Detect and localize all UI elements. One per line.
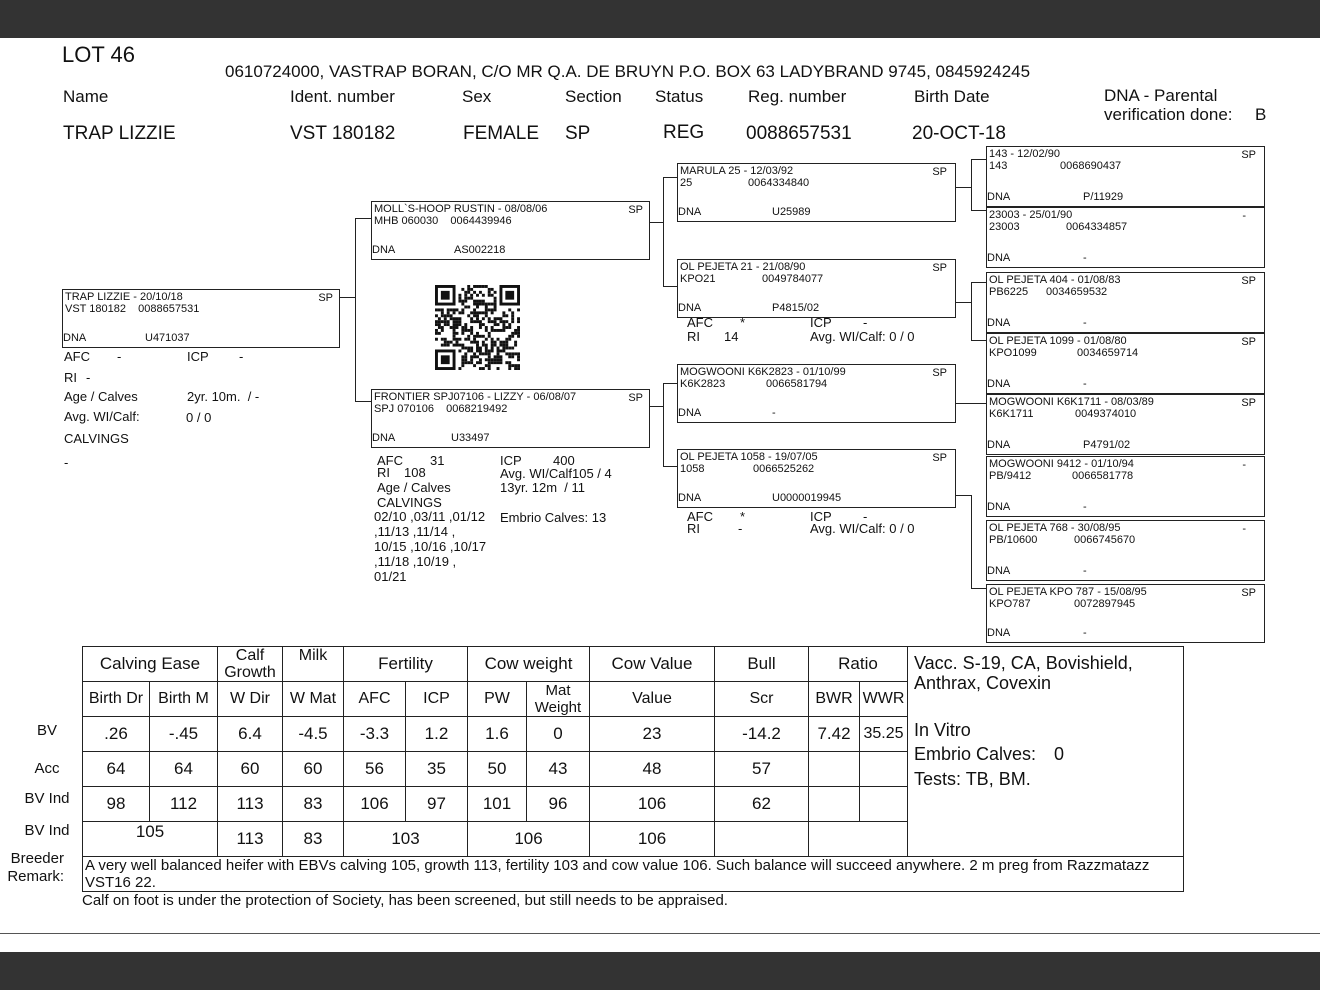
ggp-section: SP — [1241, 587, 1256, 599]
gp-icp-value: - — [863, 509, 868, 524]
dam-dna-value: U33497 — [451, 432, 490, 444]
bv-ind-cell: 98 — [83, 787, 150, 822]
header-status: Status — [655, 87, 704, 106]
header-birth: Birth Date — [914, 87, 990, 106]
bv-ind-group-cell: 106 — [468, 822, 590, 857]
row-label-bv-ind-group: BV Ind — [24, 822, 70, 839]
bv-ind-group-cell: 103 — [344, 822, 468, 857]
dam-ri-value: 108 — [404, 465, 426, 480]
great-grandparent-box — [986, 333, 1265, 394]
gp-ri-value: 14 — [724, 329, 739, 344]
sire-id: MHB 060030 0064439946 — [374, 215, 512, 227]
pedigree-line — [971, 159, 972, 210]
ggp-id: KPO787 — [989, 598, 1031, 610]
ggp-dna-value: - — [1083, 501, 1087, 513]
group-milk: Milk — [283, 647, 344, 682]
pedigree-line — [663, 466, 677, 467]
calving-line: 01/21 — [374, 569, 407, 584]
tests: Tests: TB, BM. — [914, 769, 1031, 789]
pedigree-line — [355, 218, 371, 219]
great-grandparent-box — [986, 207, 1265, 268]
lot-number: LOT 46 — [62, 42, 135, 67]
ggp-id: PB/9412 — [989, 470, 1032, 482]
dam-section: SP — [628, 392, 643, 404]
animal-ident: VST 180182 — [290, 123, 396, 144]
header-ident: Ident. number — [290, 87, 395, 106]
great-grandparent-box — [986, 456, 1265, 517]
acc-cell: 64 — [83, 752, 150, 787]
calving-line: 02/10 ,03/11 ,01/12 — [374, 509, 486, 524]
subject-dna-label: DNA — [63, 332, 87, 344]
gp-section: SP — [932, 262, 947, 274]
gp-wi: Avg. WI/Calf: 0 / 0 — [810, 521, 915, 536]
header-dna-2: verification done: — [1104, 105, 1233, 124]
subject-icp-value: - — [239, 349, 244, 364]
dam-embrio: Embrio Calves: 13 — [500, 510, 607, 525]
side-notes — [908, 647, 1184, 857]
bv-ind-cell: 83 — [283, 787, 344, 822]
pedigree-line — [955, 403, 986, 404]
great-grandparent-box — [986, 272, 1265, 333]
dam-calvings-label: CALVINGS — [377, 495, 442, 510]
ggp-reg: 0034659532 — [1046, 286, 1108, 298]
grandparent-box — [677, 259, 956, 318]
grandparent-box — [677, 449, 956, 508]
remark-label: Breeder Remark: — [7, 850, 64, 885]
subhead-scr: Scr — [715, 682, 809, 717]
subhead-icp: ICP — [406, 682, 468, 717]
bottom-rule — [0, 933, 1320, 934]
gp-section: SP — [932, 166, 947, 178]
bv-ind-group-cell — [809, 822, 908, 857]
bv-ind-cell: 97 — [406, 787, 468, 822]
ggp-title: OL PEJETA KPO 787 - 15/08/95 — [989, 586, 1147, 598]
acc-cell: 50 — [468, 752, 527, 787]
vacc-line: Vacc. S-19, CA, Bovishield, — [914, 653, 1133, 673]
bv-ind-group-cell: 106 — [590, 822, 715, 857]
bv-ind-cell: 106 — [344, 787, 406, 822]
subhead-w-mat: W Mat — [283, 682, 344, 717]
ggp-reg: 0034659714 — [1077, 347, 1139, 359]
ggp-dna-label: DNA — [987, 627, 1011, 639]
header-section: Section — [565, 87, 622, 106]
gp-title: OL PEJETA 21 - 21/08/90 — [680, 261, 806, 273]
pedigree-line — [955, 187, 971, 188]
top-bar — [0, 0, 1320, 38]
ggp-title: MOGWOONI 9412 - 01/10/94 — [989, 458, 1134, 470]
gp-dna-value: U0000019945 — [772, 492, 842, 504]
subhead-afc: AFC — [344, 682, 406, 717]
in-vitro: In Vitro — [914, 720, 971, 740]
ggp-reg: 0068690437 — [1060, 160, 1122, 172]
pedigree-line — [649, 406, 663, 407]
subhead-value: Value — [590, 682, 715, 717]
bv-cell: -3.3 — [344, 717, 406, 752]
subhead-wwr: WWR — [860, 682, 908, 717]
ggp-dna-label: DNA — [987, 252, 1011, 264]
ggp-title: OL PEJETA 1099 - 01/08/80 — [989, 335, 1127, 347]
sire-dna-label: DNA — [372, 244, 396, 256]
ggp-dna-value: - — [1083, 565, 1087, 577]
bv-cell: 35.25 — [860, 717, 908, 752]
calving-line: 10/15 ,10/16 ,10/17 — [374, 539, 487, 554]
ggp-dna-label: DNA — [987, 191, 1011, 203]
dam-wi: Avg. WI/Calf105 / 4 — [500, 466, 612, 481]
gp-afc-label: AFC — [687, 509, 713, 524]
pedigree-line — [971, 495, 972, 588]
ggp-dna-label: DNA — [987, 378, 1011, 390]
pedigree-line — [955, 495, 971, 496]
pedigree-line — [663, 177, 664, 286]
gp-dna-label: DNA — [678, 492, 702, 504]
gp-wi: Avg. WI/Calf: 0 / 0 — [810, 329, 915, 344]
bv-cell: 7.42 — [809, 717, 860, 752]
pedigree-line — [355, 401, 371, 402]
gp-title: MOGWOONI K6K2823 - 01/10/99 — [680, 366, 846, 378]
group-cow-value: Cow Value — [590, 647, 715, 682]
grandparent-box — [677, 163, 956, 222]
subject-wi-label: Avg. WI/Calf: — [64, 409, 140, 424]
sire-section: SP — [628, 204, 643, 216]
gp-section: SP — [932, 452, 947, 464]
ggp-reg: 0072897945 — [1074, 598, 1136, 610]
ggp-dna-value: P/11929 — [1083, 191, 1124, 203]
bv-cell: .26 — [83, 717, 150, 752]
row-label-acc: Acc — [34, 760, 60, 777]
ggp-title: OL PEJETA 404 - 01/08/83 — [989, 274, 1121, 286]
subject-title: TRAP LIZZIE - 20/10/18 — [65, 291, 183, 303]
subject-age-label: Age / Calves — [64, 389, 138, 404]
acc-cell — [809, 752, 860, 787]
sire-dna-value: AS002218 — [454, 244, 506, 256]
subject-age-value: 2yr. 10m. / - — [187, 389, 260, 404]
group-cow-weight: Cow weight — [468, 647, 590, 682]
ggp-dna-value: - — [1083, 378, 1087, 390]
ggp-reg: 0064334857 — [1066, 221, 1128, 233]
gp-icp-label: ICP — [810, 315, 832, 330]
acc-cell: 43 — [527, 752, 590, 787]
dam-age-value: 13yr. 12m / 11 — [500, 480, 586, 495]
gp-id: 25 — [680, 177, 693, 189]
subhead-birth-dr: Birth Dr — [83, 682, 150, 717]
pedigree-line — [971, 282, 972, 340]
gp-section: SP — [932, 367, 947, 379]
ggp-reg: 0049374010 — [1075, 408, 1137, 420]
ggp-dna-label: DNA — [987, 317, 1011, 329]
bv-cell: 0 — [527, 717, 590, 752]
group-fertility: Fertility — [344, 647, 468, 682]
ggp-dna-value: - — [1083, 317, 1087, 329]
pedigree-line — [971, 210, 986, 211]
sire-box — [371, 201, 650, 260]
acc-cell: 48 — [590, 752, 715, 787]
header-sex: Sex — [462, 87, 492, 106]
subject-afc-label: AFC — [64, 349, 90, 364]
pedigree-line — [971, 588, 986, 589]
pedigree-line — [971, 159, 986, 160]
group-calving-ease: Calving Ease — [83, 647, 218, 682]
subhead-pw: PW — [468, 682, 527, 717]
bv-ind-cell — [809, 787, 860, 822]
dam-icp-label: ICP — [500, 453, 522, 468]
subject-icp-label: ICP — [187, 349, 209, 364]
dam-id: SPJ 070106 0068219492 — [374, 403, 508, 415]
subhead-birth-m: Birth M — [150, 682, 218, 717]
pedigree-line — [663, 286, 677, 287]
gp-reg: 0066525262 — [753, 463, 815, 475]
animal-birth: 20-OCT-18 — [912, 123, 1006, 144]
acc-cell: 60 — [218, 752, 283, 787]
gp-icp-value: - — [863, 315, 868, 330]
pedigree-line — [649, 222, 663, 223]
gp-afc-value: * — [740, 509, 746, 524]
great-grandparent-box — [986, 584, 1265, 643]
gp-dna-label: DNA — [678, 302, 702, 314]
grandparent-box — [677, 364, 956, 423]
great-grandparent-box — [986, 394, 1265, 455]
subject-dna-value: U471037 — [145, 332, 190, 344]
subhead-mat-weight: Mat Weight — [527, 682, 590, 717]
bv-ind-cell: 96 — [527, 787, 590, 822]
ggp-title: 23003 - 25/01/90 — [989, 209, 1073, 221]
bv-ind-group-cell: 105 — [83, 822, 218, 857]
qr-code — [433, 285, 522, 370]
ggp-title: MOGWOONI K6K1711 - 08/03/89 — [989, 396, 1154, 408]
gp-ri-value: - — [738, 521, 743, 536]
ggp-dna-value: - — [1083, 252, 1087, 264]
gp-id: K6K2823 — [680, 378, 726, 390]
ggp-dna-value: - — [1083, 627, 1087, 639]
calving-line: ,11/13 ,11/14 , — [374, 524, 456, 539]
pedigree-line — [355, 218, 356, 401]
subject-wi-value: 0 / 0 — [186, 410, 212, 425]
ggp-id: 143 — [989, 160, 1008, 172]
subhead-w-dir: W Dir — [218, 682, 283, 717]
dam-age-label: Age / Calves — [377, 480, 451, 495]
dam-calving-dates — [374, 509, 486, 584]
dam-title: FRONTIER SPJ07106 - LIZZY - 06/08/07 — [374, 391, 577, 403]
ebv-table — [82, 646, 1184, 892]
bv-ind-cell: 112 — [150, 787, 218, 822]
bv-ind-group-cell: 83 — [283, 822, 344, 857]
bv-cell: -14.2 — [715, 717, 809, 752]
pedigree-line — [955, 302, 971, 303]
gp-title: MARULA 25 - 12/03/92 — [680, 165, 794, 177]
animal-name: TRAP LIZZIE — [63, 123, 176, 144]
acc-cell: 64 — [150, 752, 218, 787]
acc-cell: 56 — [344, 752, 406, 787]
gp-id: 1058 — [680, 463, 705, 475]
ggp-section: - — [1242, 523, 1246, 535]
gp-afc-label: AFC — [687, 315, 713, 330]
ggp-section: SP — [1241, 149, 1256, 161]
footer-note: Calf on foot is under the protection of Society, has been screened, but still needs to be appraised. — [82, 892, 728, 909]
acc-cell: 60 — [283, 752, 344, 787]
animal-reg: 0088657531 — [746, 123, 852, 144]
subhead-bwr: BWR — [809, 682, 860, 717]
header-dna: DNA - Parental — [1104, 86, 1218, 105]
bv-ind-cell: 101 — [468, 787, 527, 822]
bv-ind-cell: 113 — [218, 787, 283, 822]
animal-section: SP — [565, 123, 591, 144]
bv-cell: 1.6 — [468, 717, 527, 752]
group-bull: Bull — [715, 647, 809, 682]
group-ratio: Ratio — [809, 647, 908, 682]
ggp-section: - — [1242, 459, 1246, 471]
sire-title: MOLL`S-HOOP RUSTIN - 08/08/06 — [374, 203, 548, 215]
pedigree-line — [971, 340, 986, 341]
pedigree-line — [663, 383, 677, 384]
ggp-dna-value: P4791/02 — [1083, 439, 1131, 451]
ggp-title: OL PEJETA 768 - 30/08/95 — [989, 522, 1121, 534]
row-label-bv-ind: BV Ind — [24, 790, 70, 807]
bv-cell: 6.4 — [218, 717, 283, 752]
dam-box — [371, 389, 650, 448]
subject-ri-value: - — [86, 370, 91, 385]
subject-box — [62, 289, 340, 348]
ggp-dna-label: DNA — [987, 565, 1011, 577]
dam-afc-value: 31 — [430, 453, 445, 468]
acc-cell — [860, 752, 908, 787]
ggp-id: KPO1099 — [989, 347, 1037, 359]
gp-ri-label: RI — [687, 329, 700, 344]
bottom-bar — [0, 952, 1320, 990]
subject-calvings-value: - — [64, 455, 69, 470]
great-grandparent-box — [986, 520, 1265, 581]
acc-cell: 35 — [406, 752, 468, 787]
gp-dna-label: DNA — [678, 206, 702, 218]
breeder-line: 0610724000, VASTRAP BORAN, C/O MR Q.A. DE BRUYN P.O. BOX 63 LADYBRAND 9745, 0845924245 — [225, 62, 1031, 81]
remark-cell: A very well balanced heifer with EBVs calving 105, growth 113, fertility 103 and cow value 106. Such balance will succeed anywhere. 2 m preg from Razzmatazz VST16 22. — [83, 857, 1184, 892]
subject-ri-label: RI — [64, 370, 77, 385]
pedigree-line — [663, 177, 677, 178]
embrio-label: Embrio Calves: — [914, 744, 1037, 764]
gp-title: OL PEJETA 1058 - 19/07/05 — [680, 451, 818, 463]
header-name: Name — [63, 87, 109, 106]
gp-id: KPO21 — [680, 273, 716, 285]
gp-dna-label: DNA — [678, 407, 702, 419]
pedigree-line — [339, 297, 355, 298]
animal-status: REG — [663, 122, 705, 143]
ggp-id: K6K1711 — [989, 408, 1034, 420]
ggp-section: SP — [1241, 336, 1256, 348]
gp-dna-value: U25989 — [772, 206, 811, 218]
acc-cell: 57 — [715, 752, 809, 787]
gp-dna-value: P4815/02 — [772, 302, 820, 314]
bv-ind-cell: 62 — [715, 787, 809, 822]
group-calf-growth: Calf Growth — [218, 647, 283, 682]
gp-dna-value: - — [772, 407, 776, 419]
gp-icp-label: ICP — [810, 509, 832, 524]
gp-ri-label: RI — [687, 521, 700, 536]
vacc-line-2: Anthrax, Covexin — [914, 673, 1052, 693]
calving-line: ,11/18 ,10/19 , — [374, 554, 457, 569]
pedigree-line — [663, 383, 664, 466]
ggp-reg: 0066745670 — [1074, 534, 1136, 546]
bv-cell: 1.2 — [406, 717, 468, 752]
dna-value: B — [1255, 105, 1267, 124]
subject-afc-value: - — [117, 349, 122, 364]
ggp-dna-label: DNA — [987, 501, 1011, 513]
bv-cell: 23 — [590, 717, 715, 752]
ggp-id: 23003 — [989, 221, 1020, 233]
dam-dna-label: DNA — [372, 432, 396, 444]
ggp-dna-label: DNA — [987, 439, 1011, 451]
embrio-value: 0 — [1054, 744, 1065, 764]
gp-afc-value: * — [740, 315, 746, 330]
bv-cell: -4.5 — [283, 717, 344, 752]
gp-reg: 0066581794 — [766, 378, 828, 390]
bv-cell: -.45 — [150, 717, 218, 752]
ggp-id: PB6225 — [989, 286, 1029, 298]
ggp-title: 143 - 12/02/90 — [989, 148, 1060, 160]
header-reg: Reg. number — [748, 87, 847, 106]
dam-afc-label: AFC — [377, 453, 403, 468]
gp-reg: 0064334840 — [748, 177, 810, 189]
dam-icp-value: 400 — [553, 453, 575, 468]
animal-sex: FEMALE — [463, 123, 540, 144]
bv-ind-cell — [860, 787, 908, 822]
subject-section: SP — [318, 292, 333, 304]
subject-id: VST 180182 0088657531 — [65, 303, 200, 315]
bv-ind-group-cell — [715, 822, 809, 857]
gp-reg: 0049784077 — [762, 273, 824, 285]
ggp-section: - — [1242, 210, 1246, 222]
ggp-section: SP — [1241, 397, 1256, 409]
bv-ind-cell: 106 — [590, 787, 715, 822]
ggp-reg: 0066581778 — [1072, 470, 1134, 482]
pedigree-line — [971, 282, 986, 283]
bv-ind-group-cell: 113 — [218, 822, 283, 857]
row-label-bv: BV — [36, 722, 57, 739]
dam-ri-label: RI — [377, 465, 390, 480]
ggp-id: PB/10600 — [989, 534, 1038, 546]
great-grandparent-box — [986, 146, 1265, 207]
subject-calvings-label: CALVINGS — [64, 431, 129, 446]
ggp-section: SP — [1241, 275, 1256, 287]
